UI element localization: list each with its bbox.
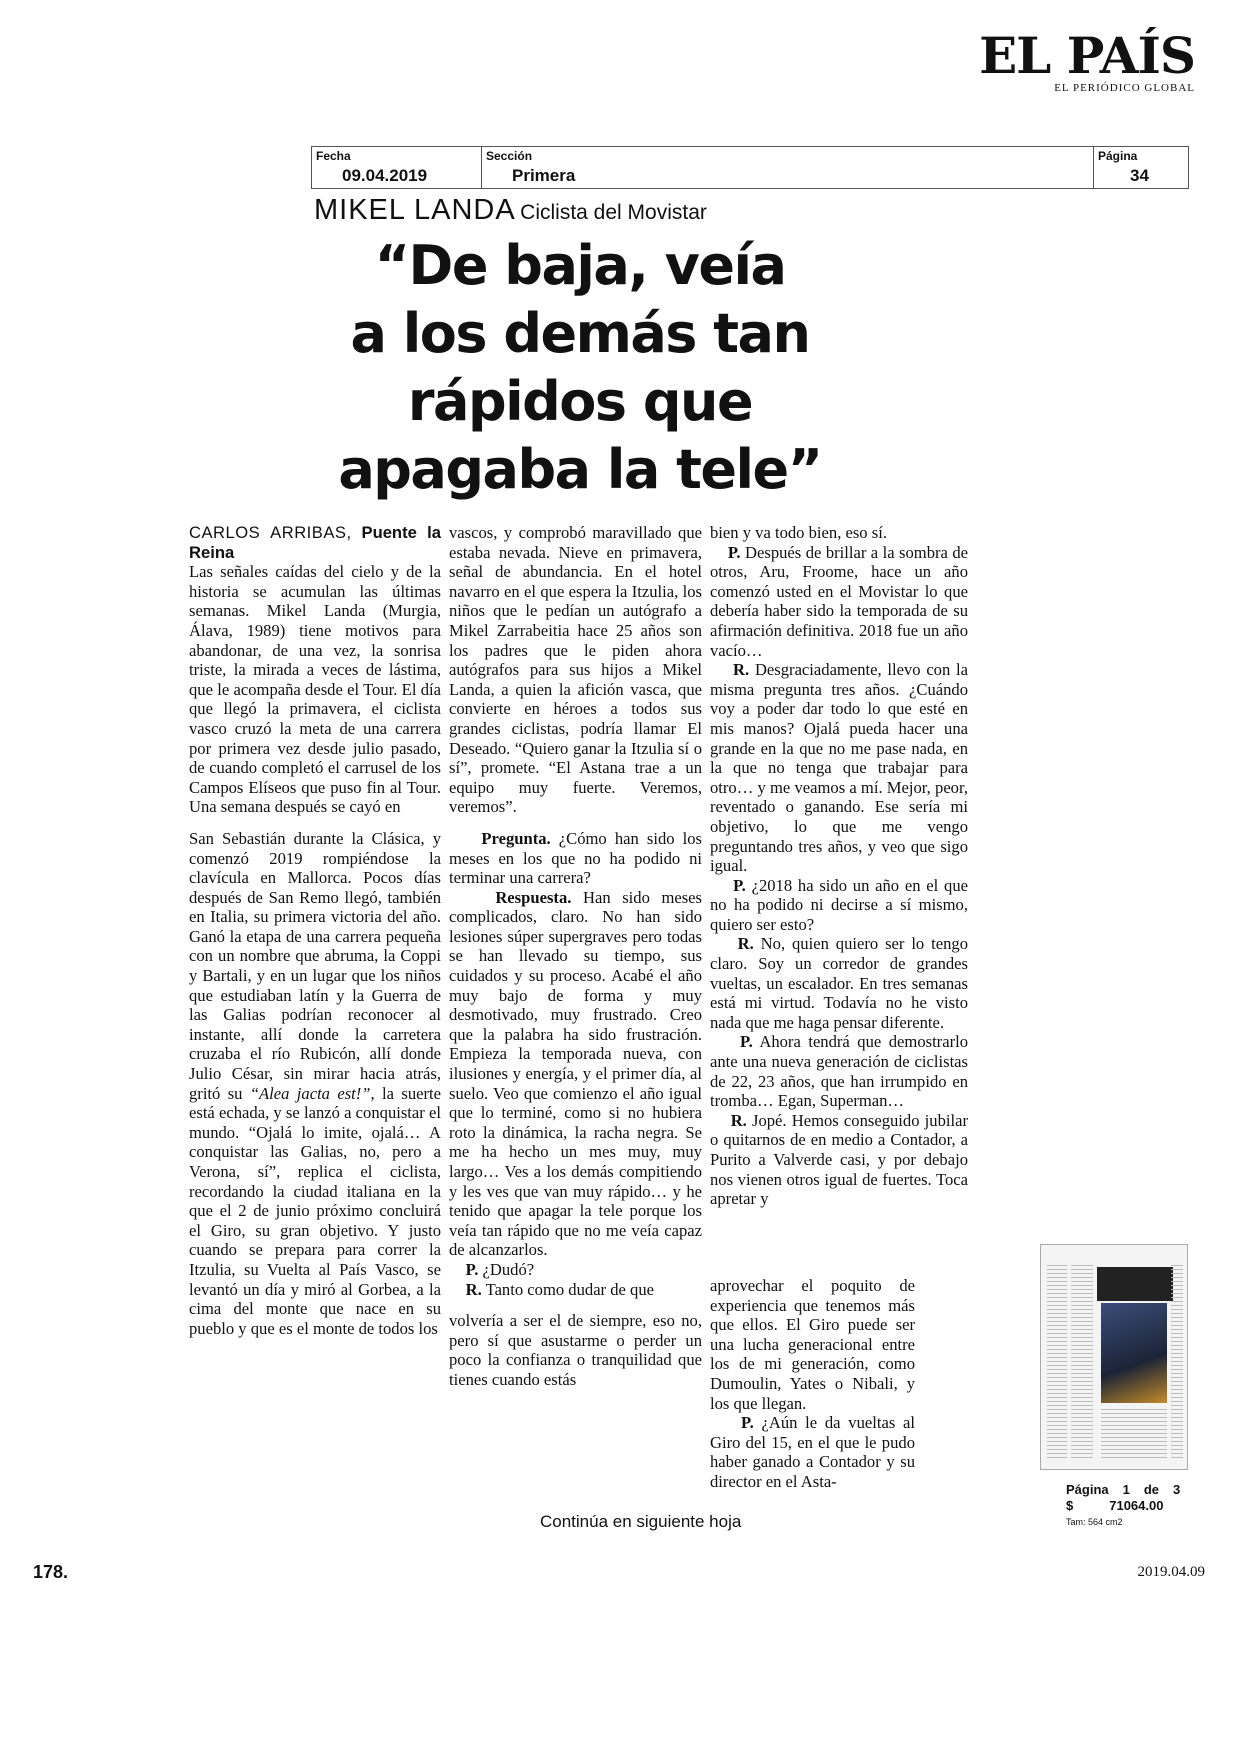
answer-text: Desgraciadamente, llevo con la misma pregunta tres años. ¿Cuándo voy a poder dar todo lo que esté en mis manos? Ojalá pueda hacer una grande en la que no me pase nada, en la que no tenga que trabajar para otro… y me veamos a mí. Mejor, peor, reventado o ganando. Ese sería mi objetivo, lo que me vengo preguntando tres años, y veo que sigo igual.: [710, 660, 969, 876]
article-column-2: [449, 523, 702, 1390]
question-text: Ahora tendrá que demostrarlo ante una nueva generación de ciclistas de 22, 23 años, que han irrumpido en tromba… Egan, Superman…: [710, 1032, 969, 1111]
question-text: ¿Aún le da vueltas al Giro del 15, en el que le pudo haber ganado a Contador y su director en el Asta-: [710, 1413, 916, 1491]
headline-line: rápidos que: [407, 370, 753, 433]
footer-item-number: 178.: [33, 1562, 69, 1582]
qa-answer: [710, 1111, 968, 1209]
currency-symbol: $: [1066, 1498, 1074, 1513]
question-text: ¿2018 ha sido un año en el que no ha podido ni decirse a sí mismo, quiero ser esto?: [710, 875, 968, 934]
body-text: aprovechar el poquito de experiencia que tenemos más que ellos. El Giro puede ser una lucha generacional entre los de mi generación, como Dumoulin, Yates o Nibali, y los que llegan.: [710, 1276, 915, 1413]
qa-answer: [449, 888, 702, 1260]
paragraph: [189, 829, 441, 1338]
seccion-cell: [482, 147, 1094, 188]
question-text: Después de brillar a la sombra de otros, Aru, Froome, hace un año comenzó usted en el Movistar lo que debería haber sido la temporada de su afirmación definitiva. 2018 fue un año vacío…: [710, 542, 969, 660]
article-column-1: [189, 523, 441, 1338]
page-info: [1066, 1482, 1180, 1530]
qa-question: [710, 1413, 915, 1491]
headline-line: a los demás tan: [350, 302, 810, 365]
masthead-logo: [979, 26, 1195, 94]
thumbnail-photo: [1101, 1303, 1167, 1403]
answer-label: Respuesta.: [495, 887, 572, 907]
thumbnail-headline: [1097, 1267, 1173, 1301]
paragraph: [189, 523, 441, 817]
fecha-label: Fecha: [316, 149, 351, 163]
qa-question: [710, 1032, 968, 1110]
footer-date: 2019.04.09: [1137, 1564, 1205, 1580]
pagina-value: 34: [1130, 166, 1149, 185]
logo-tagline: EL PERIÓDICO GLOBAL: [1054, 82, 1195, 94]
answer-text: Jopé. Hemos conseguido jubilar o quitarnos de en medio a Contador, a Purito a Valverde casi, y por debajo nos vienen otros igual de fuertes. Toca apretar y: [710, 1110, 968, 1209]
amount-value: 71064.00: [1109, 1498, 1164, 1513]
byline-author: CARLOS ARRIBAS,: [189, 523, 352, 542]
page-info-total: 3: [1173, 1482, 1181, 1497]
body-text: , la suerte está echada, y se lanzó a conquistar el mundo. “Ojalá lo imite, ojalá… A conquistar las Galias, no, pero a Verona, sí”, replica el ciclista, recordando la ciudad italiana en la que el 2 de junio próximo concluirá el Giro, su gran objetivo. Y justo cuando se prepara para correr la Itzulia, su Vuelta al País Vasco, se levantó un día y miró al Gorbea, a la cima del monte que nace en su pueblo y que es el monte de todos los: [189, 1083, 441, 1338]
pagina-label: Página: [1098, 149, 1138, 163]
body-text: volvería a ser el de siempre, eso no, pero sí que asustarme o perder un poco la confianza o tranquilidad que tienes cuando estás: [449, 1311, 702, 1389]
latin-quote: “Alea jacta est!”: [249, 1083, 371, 1103]
question-text: ¿Dudó?: [482, 1259, 535, 1279]
fecha-cell: [312, 147, 482, 188]
headline: [300, 232, 860, 504]
page-thumbnail[interactable]: [1040, 1244, 1188, 1470]
continua-label: Continúa en siguiente hoja: [540, 1512, 742, 1531]
body-text: vascos, y comprobó maravillado que estaba nevada. Nieve en primavera, señal de abundancia. En el hotel navarro en el que espera la Itzulia, los niños que le pedían un autógrafo a Mikel Zarrabeitia hace 25 años son los padres que le piden ahora autógrafos para sus hijos a Mikel Landa, a quien la afición vasca, que convierte en héroes a todos sus grandes ciclistas, podría llamar El Deseado. “Quiero ganar la Itzulia sí o sí”, promete. “El Astana trae a un equipo muy fuerte. Veremos, veremos”.: [449, 523, 702, 817]
size-label: Tam:: [1066, 1517, 1086, 1527]
question-label: P.: [740, 1413, 754, 1433]
page-info-current: 1: [1122, 1482, 1130, 1497]
question-text: ¿Cómo han sido los meses en los que no ha podido ni terminar una carrera?: [449, 828, 703, 888]
size-value: 564 cm2: [1088, 1517, 1123, 1527]
question-label: P.: [727, 542, 741, 562]
seccion-value: Primera: [512, 166, 576, 185]
qa-answer: [710, 934, 968, 1032]
body-text: Las señales caídas del cielo y de la historia se acumulan las últimas semanas. Mikel Landa (Murgia, Álava, 1989) tiene motivos para abandonar, de una vez, la sonrisa triste, la mirada a veces de lástima, que le acompaña desde el Tour. El día que llegó la primavera, el ciclista vasco cruzó la meta de una carrera por primera vez desde julio pasado, de cuando completó el carrusel de los Campos Elíseos que puso fin al Tour. Una semana después se cayó en: [189, 562, 441, 817]
qa-question: [449, 1260, 702, 1280]
answer-label: R.: [737, 934, 754, 954]
qa-question: [449, 829, 702, 888]
page-info-label: Página: [1066, 1482, 1109, 1497]
paragraph: [449, 523, 702, 817]
question-label: P.: [465, 1259, 479, 1279]
article-column-4: [710, 1276, 915, 1492]
paragraph: [449, 1311, 702, 1389]
question-label: Pregunta.: [481, 828, 551, 848]
kicker-role: Ciclista del Movistar: [520, 201, 707, 224]
qa-question: [710, 543, 968, 661]
qa-question: [710, 876, 968, 935]
clipping-header: [311, 146, 1189, 189]
paragraph: [710, 1276, 915, 1413]
answer-label: R.: [465, 1279, 482, 1299]
answer-label: R.: [733, 660, 750, 680]
fecha-value: 09.04.2019: [342, 166, 428, 185]
article-column-3: [710, 523, 968, 1209]
logo-text: EL PAÍS: [979, 26, 1195, 85]
kicker: [314, 194, 707, 227]
qa-answer: [710, 660, 968, 876]
answer-text: Tanto como dudar de que: [485, 1279, 655, 1299]
question-label: P.: [740, 1032, 753, 1052]
headline-line: “De baja, veía: [374, 234, 786, 297]
page-info-de: de: [1143, 1482, 1160, 1497]
qa-answer: [449, 1280, 702, 1300]
byline-place: Puente la Reina: [189, 523, 441, 562]
headline-line: apagaba la tele”: [338, 438, 822, 501]
answer-text: No, quien quiero ser lo tengo claro. Soy un corredor de grandes vueltas, un escalador. En tres semanas está mi virtud. Todavía no he visto nada que me haga pensar diferente.: [710, 934, 968, 1032]
answer-text: Han sido meses complicados, claro. No han sido lesiones súper supergraves pero todas se han llevado su tiempo, sus cuidados y su proceso. Acabé el año muy bajo de forma y muy desmotivado, muy frustrado. Creo que la palabra ha sido frustración. Empieza la temporada nueva, con ilusiones y energía, y el primer día, al suelo. Veo que comienzo el año igual que lo terminé, como si no hubiera roto la dinámica, la racha negra. Se me ha hecho un mes muy, muy largo… Ves a los demás compitiendo y les ves que van muy rápido… y he tenido que apagar la tele porque los veía tan rápido que no me veía capaz de alcanzarlos.: [449, 887, 703, 1260]
answer-label: R.: [730, 1110, 747, 1130]
question-label: P.: [733, 875, 746, 895]
seccion-label: Sección: [486, 149, 533, 163]
body-text: San Sebastián durante la Clásica, y comenzó 2019 rompiéndose la clavícula en Mallorca. Pocos días después de San Remo llegó, también en Italia, su primera victoria del año. Ganó la etapa de una carrera pequeña con un nombre que abruma, la Coppi y Bartali, y en un lugar que los niños que estudiaban latín y la Guerra de las Galias podrían reconocer al instante, allí donde la carretera cruzaba el río Rubicón, allí donde Julio César, sin mirar hacia atrás, gritó su: [189, 828, 441, 1103]
paragraph: [710, 523, 968, 543]
size-info: [1066, 1514, 1180, 1530]
pagina-cell: [1094, 147, 1188, 188]
kicker-name: MIKEL LANDA: [314, 194, 516, 226]
body-text: bien y va todo bien, eso sí.: [710, 523, 887, 542]
